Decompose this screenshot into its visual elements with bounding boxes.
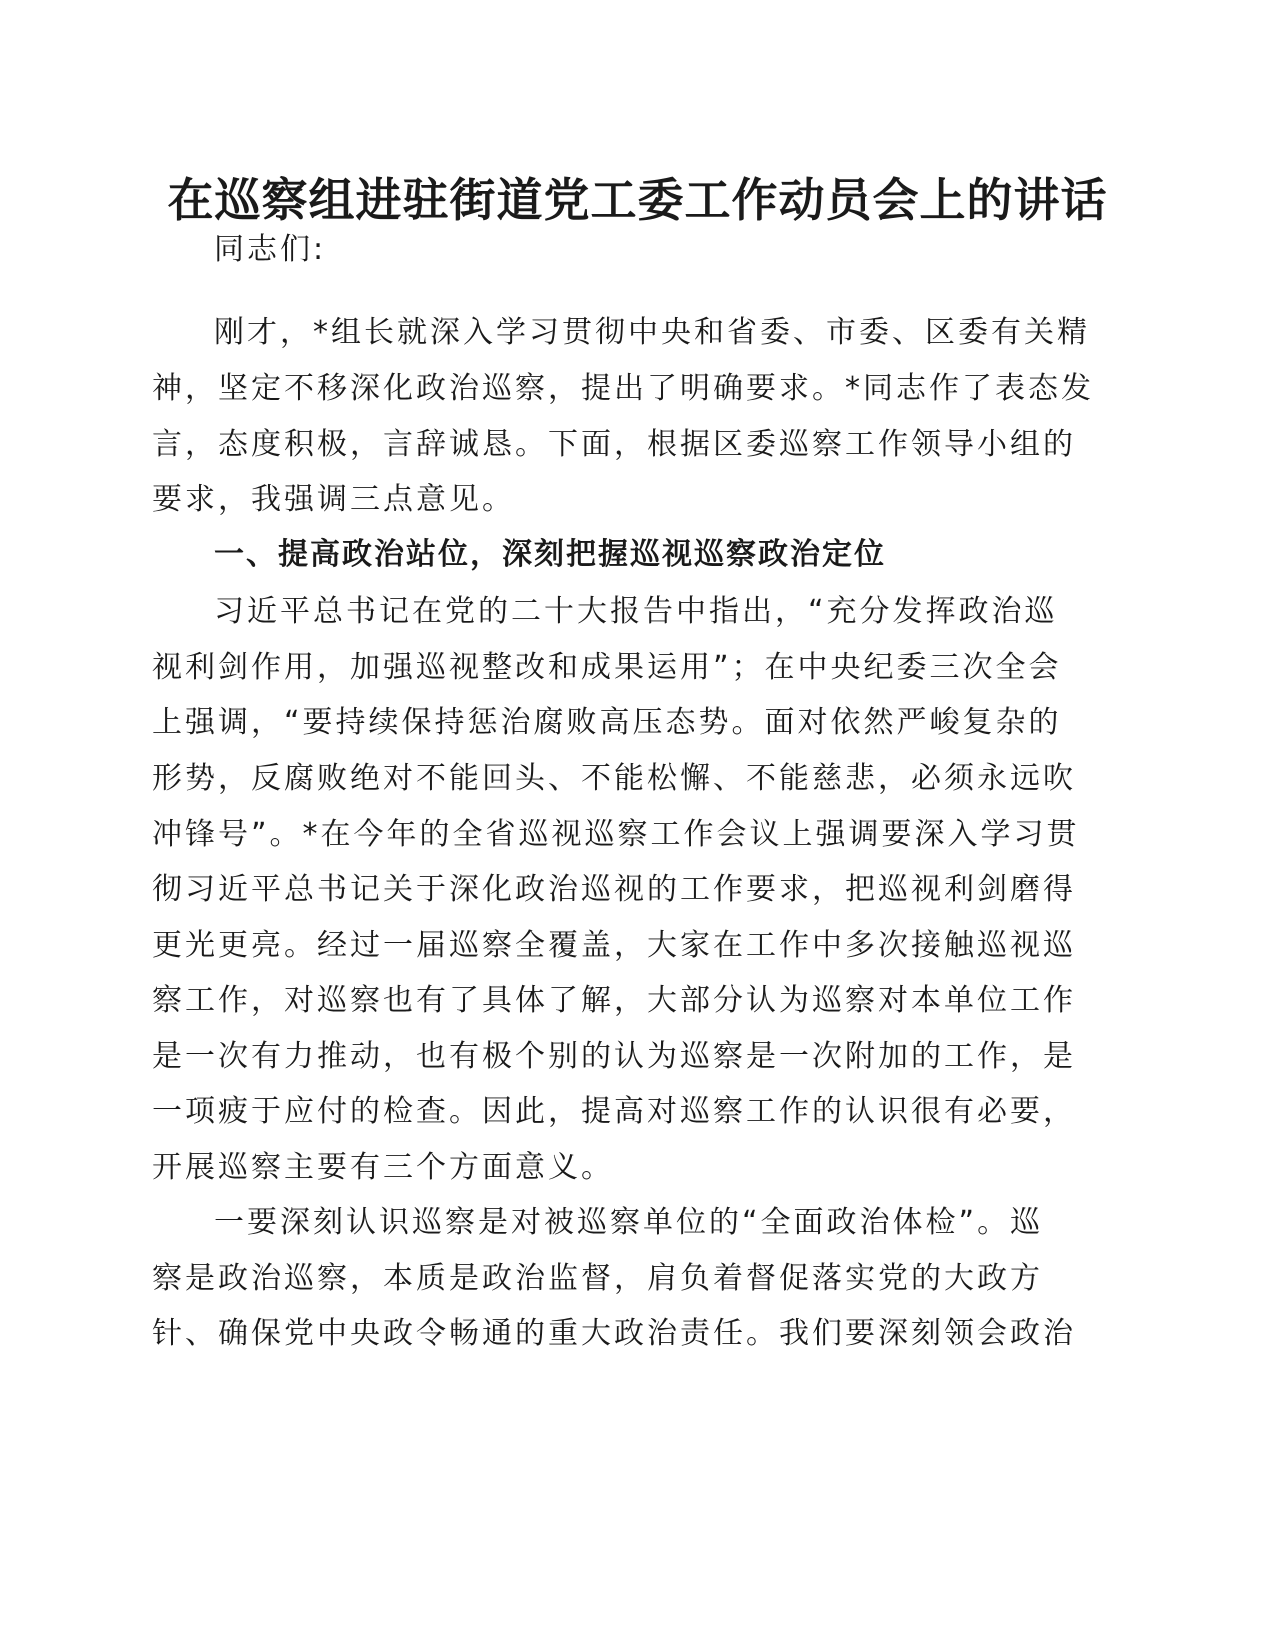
section-heading: 一、提高政治站位，深刻把握巡视巡察政治定位 [214,537,886,572]
paragraph-line: 一项疲于应付的检查。因此，提高对巡察工作的认识很有必要， [152,1094,1076,1129]
paragraph-line: 习近平总书记在党的二十大报告中指出，“充分发挥政治巡 [214,594,1058,629]
paragraph-line: 彻习近平总书记关于深化政治巡视的工作要求，把巡视利剑磨得 [152,872,1076,907]
paragraph-line: 针、确保党中央政令畅通的重大政治责任。我们要深刻领会政治 [152,1316,1076,1351]
paragraph-line: 更光更亮。经过一届巡察全覆盖，大家在工作中多次接触巡视巡 [152,928,1076,963]
salutation: 同志们: [214,232,327,267]
paragraph-line: 察是政治巡察，本质是政治监督，肩负着督促落实党的大政方 [152,1261,1043,1296]
paragraph-line: 要求，我强调三点意见。 [152,482,515,517]
paragraph-line: 视利剑作用，加强巡视整改和成果运用”；在中央纪委三次全会 [152,650,1062,685]
paragraph-line: 形势，反腐败绝对不能回头、不能松懈、不能慈悲，必须永远吹 [152,761,1076,796]
paragraph-line: 言，态度积极，言辞诚恳。下面，根据区委巡察工作领导小组的 [152,427,1076,462]
document-title: 在巡察组进驻街道党工委工作动员会上的讲话 [167,173,1108,227]
paragraph-line: 察工作，对巡察也有了具体了解，大部分认为巡察对本单位工作 [152,983,1076,1018]
paragraph-line: 上强调，“要持续保持惩治腐败高压态势。面对依然严峻复杂的 [152,705,1062,740]
paragraph-line: 一要深刻认识巡察是对被巡察单位的“全面政治体检”。巡 [214,1205,1044,1240]
paragraph-line: 冲锋号”。*在今年的全省巡视巡察工作会议上强调要深入学习贯 [152,817,1080,852]
paragraph-line: 刚才，*组长就深入学习贯彻中央和省委、市委、区委有关精 [214,315,1090,350]
paragraph-line: 神，坚定不移深化政治巡察，提出了明确要求。*同志作了表态发 [152,371,1094,406]
paragraph-line: 开展巡察主要有三个方面意义。 [152,1150,614,1185]
paragraph-line: 是一次有力推动，也有极个别的认为巡察是一次附加的工作，是 [152,1039,1076,1074]
